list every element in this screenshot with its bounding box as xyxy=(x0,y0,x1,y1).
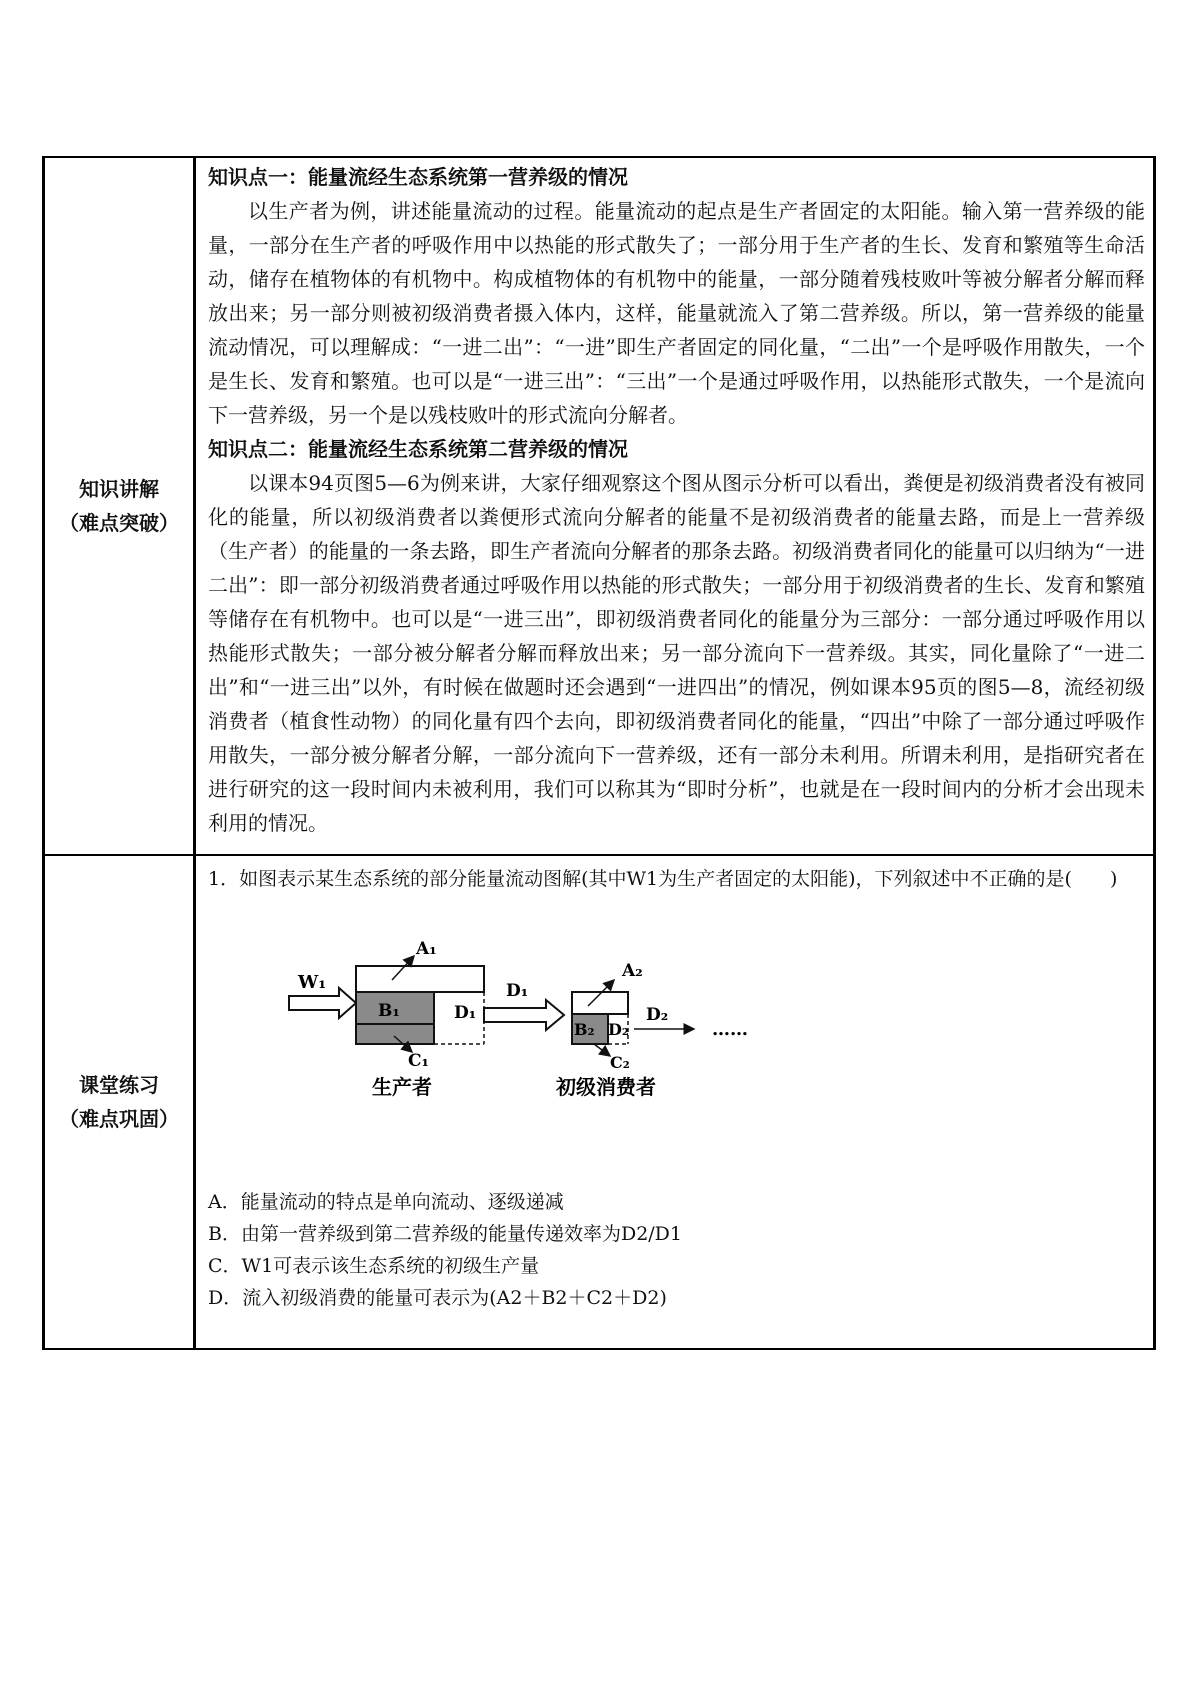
knowledge-point-2-text: 以课本94页图5—6为例来讲，大家仔细观察这个图从图示分析可以看出，粪便是初级消费者没有被同化的能量，所以初级消费者以粪便形式流向分解者的能量不是初级消费者的能量去路，而是上一营养级（生产者）的能量的一条去路，即生产者流向分解者的那条去路。初级消费者同化的能量可以归纳为“一进二出”：即一部分初级消费者通过呼吸作用以热能的形式散失；一部分用于初级消费者的生长、发育和繁殖等储存在有机物中。也可以是“一进三出”，即初级消费者同化的能量分为三部分：一部分通过呼吸作用以热能形式散失；一部分被分解者分解而释放出来；另一部分流向下一营养级。其实，同化量除了“一进二出”和“一进三出”以外，有时候在做题时还会遇到“一进四出”的情况，例如课本95页的图5—8，流经初级消费者（植食性动物）的同化量有四个去向，即初级消费者同化的能量，“四出”中除了一部分通过呼吸作用散失，一部分被分解者分解，一部分流向下一营养级，还有一部分未利用。所谓未利用，是指研究者在进行研究的这一段时间内未被利用，我们可以称其为“即时分析”，也就是在一段时间内的分析才会出现未利用的情况。 xyxy=(208,471,1145,835)
option-c[interactable]: C．W1可表示该生态系统的初级生产量 xyxy=(208,1255,540,1277)
consumer-top-box xyxy=(572,992,628,1014)
knowledge-point-1-heading: 知识点一：能量流经生态系统第一营养级的情况 xyxy=(208,165,628,189)
b2-label: B₂ xyxy=(574,1020,595,1039)
energy-flow-figure xyxy=(284,936,804,1106)
label-line1: 课堂练习 xyxy=(79,1073,159,1097)
label-line2: （难点巩固） xyxy=(59,1107,179,1131)
a2-label: A₂ xyxy=(622,961,643,981)
option-b[interactable]: B．由第一营养级到第二营养级的能量传递效率为D2/D1 xyxy=(208,1223,683,1245)
c1-label: C₁ xyxy=(408,1051,429,1071)
row-label-knowledge xyxy=(45,158,196,854)
energy-flow-diagram xyxy=(284,936,804,1106)
knowledge-point-1-text: 以生产者为例，讲述能量流动的过程。能量流动的起点是生产者固定的太阳能。输入第一营养级的能量，一部分在生产者的呼吸作用中以热能的形式散失了；一部分用于生产者的生长、发育和繁殖等生命活动，储存在植物体的有机物中。构成植物体的有机物中的能量，一部分随着残枝败叶等被分解者分解而释放出来；另一部分则被初级消费者摄入体内，这样，能量就流入了第二营养级。所以，第一营养级的能量流动情况，可以理解成：“一进二出”：“一进”即生产者固定的同化量，“二出”一个是呼吸作用散失，一个是生长、发育和繁殖。也可以是“一进三出”：“三出”一个是通过呼吸作用，以热能形式散失，一个是流向下一营养级，另一个是以残枝败叶的形式流向分解者。 xyxy=(208,199,1145,427)
lesson-table xyxy=(42,156,1156,1350)
d1-box-label: D₁ xyxy=(454,1003,477,1023)
practice-row xyxy=(45,854,1153,1348)
d2-arrow-label: D₂ xyxy=(646,1005,669,1025)
producer-caption: 生产者 xyxy=(372,1075,432,1099)
option-d[interactable]: D．流入初级消费的能量可表示为(A2＋B2＋C2＋D2) xyxy=(208,1287,667,1309)
b1-label: B₁ xyxy=(378,1001,400,1021)
c2-arrow xyxy=(594,1044,610,1056)
practice-content xyxy=(196,856,1153,1348)
d2-box-label: D₂ xyxy=(608,1020,629,1039)
producer-c1-box xyxy=(356,1024,434,1044)
d1-arrow-label: D₁ xyxy=(506,981,529,1001)
knowledge-content xyxy=(196,158,1153,854)
knowledge-row xyxy=(45,158,1153,854)
consumer-caption: 初级消费者 xyxy=(556,1075,656,1099)
question-text: 1．如图表示某生态系统的部分能量流动图解(其中W1为生产者固定的太阳能)，下列叙述中不正确的是( ) xyxy=(208,868,1118,890)
w1-label: W₁ xyxy=(298,972,327,993)
option-a[interactable]: A．能量流动的特点是单向流动、逐级递减 xyxy=(208,1191,564,1213)
row-label-practice xyxy=(45,856,196,1348)
d1-arrow xyxy=(484,1000,564,1030)
label-line1: 知识讲解 xyxy=(79,477,159,501)
label-line2: （难点突破） xyxy=(59,511,179,535)
knowledge-point-2-heading: 知识点二：能量流经生态系统第二营养级的情况 xyxy=(208,437,628,461)
producer-top-box xyxy=(356,966,484,992)
c2-label: C₂ xyxy=(610,1053,630,1072)
a1-label: A₁ xyxy=(416,939,437,959)
continuation-dots: …… xyxy=(712,1019,748,1040)
options-list xyxy=(208,1186,1145,1314)
